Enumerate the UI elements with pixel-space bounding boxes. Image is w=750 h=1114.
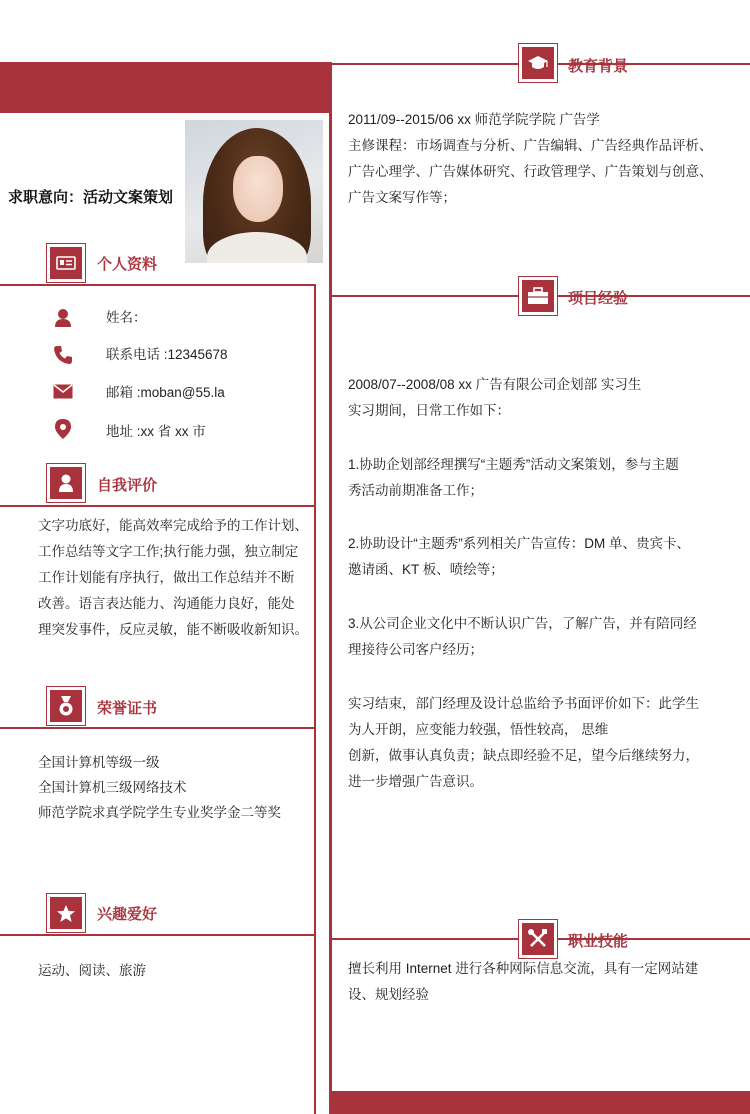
education-text [348,107,713,211]
project-paragraph [348,452,679,504]
skills-line: 擅长利用 Internet 进行各种网际信息交流，具有一定网站建 [348,961,699,976]
briefcase-icon [518,276,558,316]
field-address: 地址 :xx 省 xx 市 [106,424,206,439]
project-line: 理接待公司客户经历； [348,642,483,657]
divider-self-eval [0,505,316,507]
education-line: 广告心理学、广告媒体研究、行政管理学、广告策划与创意、 [348,164,713,179]
self-eval-text [38,513,308,643]
section-title-hobbies: 兴趣爱好 [97,906,158,923]
section-title-self-eval: 自我评价 [97,477,158,494]
project-line: 2.协助设计“主题秀”系列相关广告宣传：DM 单、贵宾卡、 [348,536,690,551]
skills-text [348,956,698,1008]
field-phone: 联系电话 :12345678 [106,347,228,362]
section-title-honors: 荣誉证书 [97,700,158,717]
field-email: 邮箱 :moban@55.la [106,385,225,400]
star-icon [46,893,86,933]
project-paragraph [348,372,641,424]
skills-line: 设、规划经验 [348,987,429,1002]
tools-icon [518,919,558,959]
self-eval-line: 工作总结等文字工作;执行能力强，独立制定 [38,544,299,559]
self-eval-line: 理突发事件，反应灵敏，能不断吸收新知识。 [38,622,308,637]
job-intention: 求职意向：活动文案策划 [8,189,174,206]
phone-icon [52,344,74,366]
project-line: 为人开朗，应变能力较强，悟性较高， 思维 [348,722,609,737]
id-card-icon [46,243,86,283]
self-eval-line: 文字功底好，能高效率完成给予的工作计划、 [38,518,308,533]
person-icon [46,463,86,503]
section-title-projects: 项目经验 [568,290,629,307]
project-line: 进一步增强广告意识。 [348,774,483,789]
section-title-personal: 个人资料 [97,256,158,273]
mail-icon [52,380,74,402]
project-line: 实习结束，部门经理及设计总监给予书面评价如下：此学生 [348,696,699,711]
graduation-cap-icon [518,43,558,83]
self-eval-line: 改善。语言表达能力、沟通能力良好，能处 [38,596,295,611]
honors-list [38,750,281,825]
divider-honors [0,727,316,729]
project-line: 邀请函、KT 板、喷绘等； [348,562,504,577]
location-icon [52,418,74,440]
education-line: 主修课程：市场调查与分析、广告编辑、广告经典作品评析、 [348,138,713,153]
project-line: 2008/07--2008/08 xx 广告有限公司企划部 实习生 [348,377,642,392]
honor-item: 师范学院求真学院学生专业奖学金二等奖 [38,805,281,820]
project-line: 1.协助企划部经理撰写“主题秀”活动文案策划，参与主题 [348,457,679,472]
timeline-line-right [329,62,332,1114]
education-line: 广告文案写作等； [348,190,456,205]
project-line: 实习期间，日常工作如下： [348,403,510,418]
footer-bar [331,1091,750,1114]
section-title-skills: 职业技能 [568,933,629,950]
divider-personal [0,284,316,286]
section-title-education: 教育背景 [568,58,629,75]
project-line: 创新，做事认真负责；缺点即经验不足，望今后继续努力， [348,748,699,763]
header-bar [0,62,330,113]
timeline-line-left [314,284,316,1114]
hobbies-text: 运动、阅读、旅游 [38,963,146,978]
project-line: 3.从公司企业文化中不断认识广告，了解广告，并有陪同经 [348,616,697,631]
project-paragraph [348,611,697,663]
profile-photo [185,120,323,263]
education-line: 2011/09--2015/06 xx 师范学院学院 广告学 [348,112,600,127]
self-eval-line: 工作计划能有序执行，做出工作总结并不断 [38,570,295,585]
project-paragraph [348,531,690,583]
divider-hobbies [0,934,316,936]
project-line: 秀活动前期准备工作； [348,483,483,498]
honor-item: 全国计算机等级一级 [38,755,160,770]
medal-icon [46,686,86,726]
honor-item: 全国计算机三级网络技术 [38,780,187,795]
field-name: 姓名： [106,310,147,325]
project-paragraph [348,691,699,795]
user-icon [52,307,74,329]
